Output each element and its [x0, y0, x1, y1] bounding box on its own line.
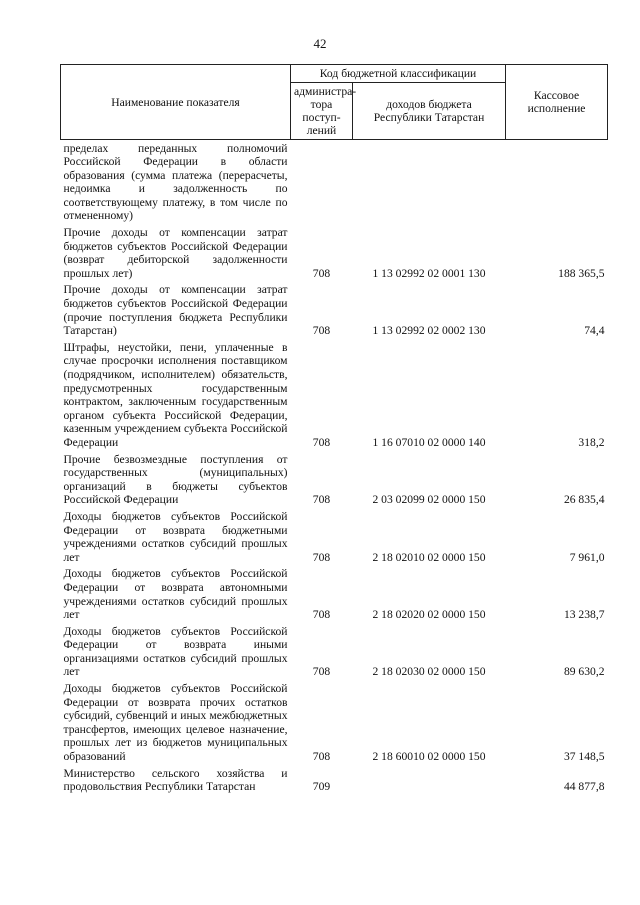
table-row: [61, 451, 608, 508]
row-admin: 708: [312, 266, 331, 280]
table-row: [61, 765, 608, 795]
header-cash: Кассовое исполнение: [506, 65, 608, 140]
row-name: Прочие доходы от компенсации затрат бюджетов субъектов Российской Федерации (прочие поступления бюджета Республики Татарстан): [63, 283, 288, 338]
row-amount: 7 961,0: [569, 550, 605, 564]
row-name: Прочие безвозмездные поступления от государственных (муниципальных) организаций в бюджеты субъектов Российской Федерации: [63, 452, 288, 507]
row-code: 1 16 07010 02 0000 140: [372, 435, 486, 449]
row-name: Штрафы, неустойки, пени, уплаченные в случае просрочки исполнения поставщиком (подрядчиком, исполнителем) обязательств, предусмотренных государственным контрактом, заключенным государственным органом субъекта Российской Федерации, казенным учреждением субъекта Российской Федерации: [63, 340, 288, 449]
header-name: Наименование показателя: [61, 65, 291, 140]
table-row: [61, 508, 608, 565]
table-row: [61, 140, 608, 225]
row-code: 2 03 02099 02 0000 150: [372, 493, 486, 507]
table-row: [61, 282, 608, 339]
budget-revenue-table: [60, 64, 608, 795]
row-amount: [506, 140, 608, 225]
table-header: [61, 65, 608, 140]
row-amount: 13 238,7: [563, 608, 605, 622]
row-admin: 709: [312, 780, 331, 794]
row-amount: 318,2: [578, 435, 605, 449]
row-name: Доходы бюджетов субъектов Российской Федерации от возврата бюджетными учреждениями остатков субсидий прошлых лет: [63, 509, 288, 564]
row-admin: 708: [312, 665, 331, 679]
row-admin: 708: [312, 324, 331, 338]
header-classification: Код бюджетной классификации: [291, 65, 506, 83]
table-row: [61, 623, 608, 680]
row-admin: 708: [312, 550, 331, 564]
row-admin: 708: [312, 493, 331, 507]
row-admin: 708: [312, 750, 331, 764]
row-name: Доходы бюджетов субъектов Российской Федерации от возврата прочих остатков субсидий, субвенций и иных межбюджетных трансфертов, имеющих целевое назначение, прошлых лет из бюджетов муниципальных образований: [63, 682, 288, 764]
row-code: [353, 765, 506, 795]
row-amount: 37 148,5: [563, 750, 605, 764]
row-code: [353, 140, 506, 225]
row-admin: 708: [312, 435, 331, 449]
header-admin: администра-тора поступ-лений: [291, 83, 353, 140]
row-name: пределах переданных полномочий Российской Федерации в области образования (сумма платежа (перерасчеты, недоимка и задолженность по соответствующему платежу, в том числе по отмененному): [63, 141, 288, 223]
row-amount: 74,4: [584, 324, 605, 338]
row-code: 2 18 60010 02 0000 150: [372, 750, 486, 764]
row-code: 2 18 02030 02 0000 150: [372, 665, 486, 679]
row-admin: [291, 140, 353, 225]
table-row: [61, 225, 608, 282]
row-code: 1 13 02992 02 0001 130: [372, 266, 486, 280]
row-name: Доходы бюджетов субъектов Российской Федерации от возврата автономными учреждениями остатков субсидий прошлых лет: [63, 567, 288, 622]
row-name: Министерство сельского хозяйства и продовольствия Республики Татарстан: [63, 766, 288, 794]
row-name: Доходы бюджетов субъектов Российской Федерации от возврата иными организациями остатков субсидий прошлых лет: [63, 624, 288, 679]
row-amount: 44 877,8: [563, 780, 605, 794]
row-code: 2 18 02010 02 0000 150: [372, 550, 486, 564]
row-name: Прочие доходы от компенсации затрат бюджетов субъектов Российской Федерации (возврат дебиторской задолженности прошлых лет): [63, 226, 288, 280]
page-number: 42: [313, 36, 327, 51]
table-row: [61, 339, 608, 451]
row-code: 1 13 02992 02 0002 130: [372, 324, 486, 338]
row-code: 2 18 02020 02 0000 150: [372, 608, 486, 622]
table-body: [61, 140, 608, 796]
row-amount: 26 835,4: [563, 493, 605, 507]
header-revenue: доходов бюджета Республики Татарстан: [353, 83, 506, 140]
table-row: [61, 681, 608, 766]
row-amount: 188 365,5: [558, 266, 605, 280]
row-admin: 708: [312, 608, 331, 622]
row-amount: 89 630,2: [563, 665, 605, 679]
table-row: [61, 566, 608, 623]
